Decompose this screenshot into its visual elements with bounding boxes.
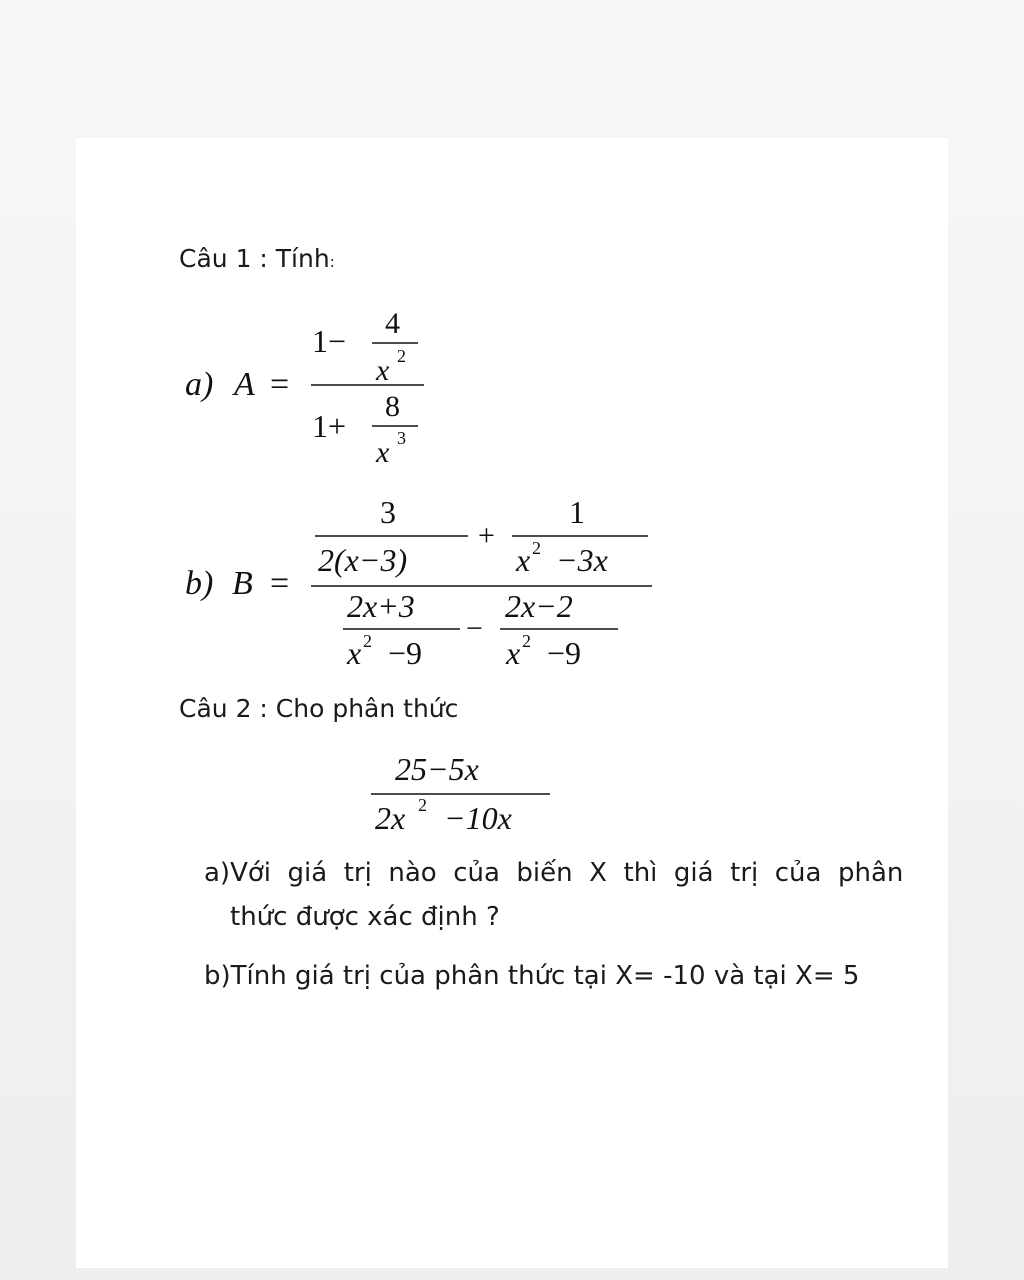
formula-b-term2-den-exp: 2 xyxy=(532,538,541,558)
formula-b-term4-den-exp: 2 xyxy=(522,631,531,651)
formula-a-variable: A xyxy=(234,366,255,403)
formula-q2-den-exp: 2 xyxy=(418,795,427,815)
formula-b-term2-den-x: x xyxy=(516,542,531,578)
formula-b-label: b) xyxy=(185,565,214,602)
formula-a-num-frac-num: 4 xyxy=(385,307,400,340)
formula-a-den-lead: 1+ xyxy=(312,408,347,444)
formula-a-den-frac-den: x xyxy=(376,436,390,469)
formula-a-den-frac-exp: 3 xyxy=(397,428,406,448)
formula-b-op-minus: − xyxy=(466,612,483,645)
formula-b-term4-den-rest: −9 xyxy=(547,635,582,671)
question-2-part-a-line-1: a)Với giá trị nào của biến X thì giá trị của phân xyxy=(204,858,904,888)
formula-b-term1-den: 2(x−3) xyxy=(318,542,408,578)
formula-b-op-plus: + xyxy=(478,519,495,552)
formula-b-variable: B xyxy=(232,565,253,602)
question-2-part-b: b)Tính giá trị của phân thức tại X= -10 và tại X= 5 xyxy=(204,961,860,991)
formula-b-equals: = xyxy=(270,565,290,602)
formula-b-term3-den-x: x xyxy=(347,635,362,671)
formula-a-equals: = xyxy=(270,366,290,403)
formula-b-term4-den-x: x xyxy=(506,635,521,671)
formula-a-num-frac-exp: 2 xyxy=(397,346,406,366)
question-1-heading-text: Câu 1 : Tính xyxy=(179,244,330,273)
question-2-part-a-line-2: thức được xác định ? xyxy=(230,902,500,932)
formula-q2-den-rest: −10x xyxy=(444,800,512,836)
formula-b-term2-den-rest: −3x xyxy=(556,542,608,578)
formula-a-num-lead: 1− xyxy=(312,323,347,359)
formula-b-term3-den-exp: 2 xyxy=(363,631,372,651)
question-1-heading-colon: : xyxy=(329,253,335,271)
formula-a-num-frac-den: x xyxy=(376,354,390,387)
formula-b-term3-den-rest: −9 xyxy=(388,635,423,671)
formula-q2-num: 25−5x xyxy=(395,751,479,787)
formula-b-term2-num: 1 xyxy=(569,494,585,530)
formula-b-term3-num: 2x+3 xyxy=(347,588,415,624)
formula-b-term4-num: 2x−2 xyxy=(505,588,573,624)
formula-a-den-frac-num: 8 xyxy=(385,390,400,423)
question-2-heading: Câu 2 : Cho phân thức xyxy=(179,694,459,723)
formula-a-label: a) xyxy=(185,366,214,403)
formula-b-term1-num: 3 xyxy=(380,494,396,530)
formula-q2-den-lead: 2x xyxy=(375,800,406,836)
question-1-heading xyxy=(179,244,335,273)
